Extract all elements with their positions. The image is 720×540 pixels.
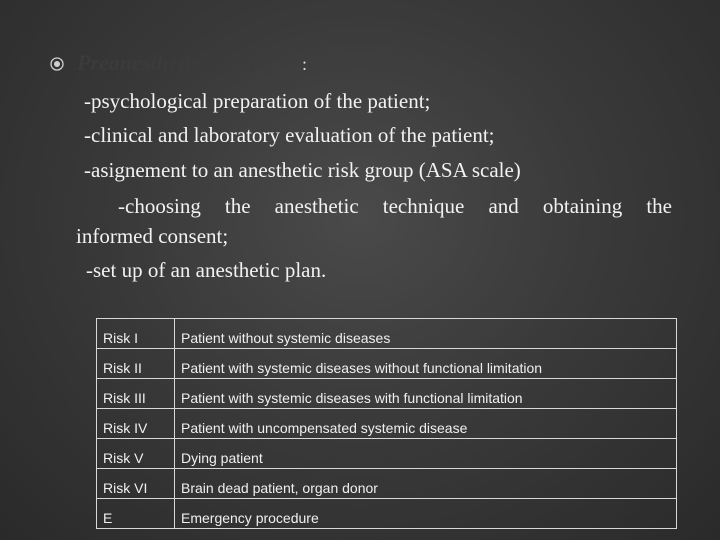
risk-description-cell: Patient with systemic diseases with functional limitation (175, 379, 677, 409)
risk-description-cell: Dying patient (175, 439, 677, 469)
risk-description-cell: Patient with systemic diseases without functional limitation (175, 349, 677, 379)
bullet-line: -asignement to an anesthetic risk group (ASA scale) (84, 158, 521, 182)
slide-title: Preanesthetic exam (77, 50, 255, 75)
bullet-line: -choosing the anesthetic technique and obtaining the (118, 194, 672, 218)
bullet-line-continuation: informed consent; (76, 224, 229, 248)
bullet-line: -clinical and laboratory evaluation of the patient; (84, 123, 495, 147)
risk-class-cell: Risk II (97, 349, 175, 379)
risk-class-cell: Risk III (97, 379, 175, 409)
risk-description-cell: Brain dead patient, organ donor (175, 469, 677, 499)
table-row (97, 439, 677, 469)
table-row (97, 349, 677, 379)
table-row (97, 499, 677, 529)
risk-class-cell: Risk IV (97, 409, 175, 439)
table-row (97, 319, 677, 349)
risk-class-cell: Risk VI (97, 469, 175, 499)
table-row (97, 379, 677, 409)
bullet-line: -psychological preparation of the patient; (84, 89, 431, 113)
table-row (97, 469, 677, 499)
circled-dot-bullet-icon (50, 57, 64, 71)
risk-class-cell: Risk V (97, 439, 175, 469)
table-row (97, 409, 677, 439)
asa-risk-table (96, 318, 677, 529)
risk-description-cell: Emergency procedure (175, 499, 677, 529)
risk-class-cell: E (97, 499, 175, 529)
risk-description-cell: Patient with uncompensated systemic disease (175, 409, 677, 439)
bullet-line: -set up of an anesthetic plan. (86, 258, 327, 282)
title-colon: : (302, 54, 308, 74)
risk-class-cell: Risk I (97, 319, 175, 349)
risk-description-cell: Patient without systemic diseases (175, 319, 677, 349)
